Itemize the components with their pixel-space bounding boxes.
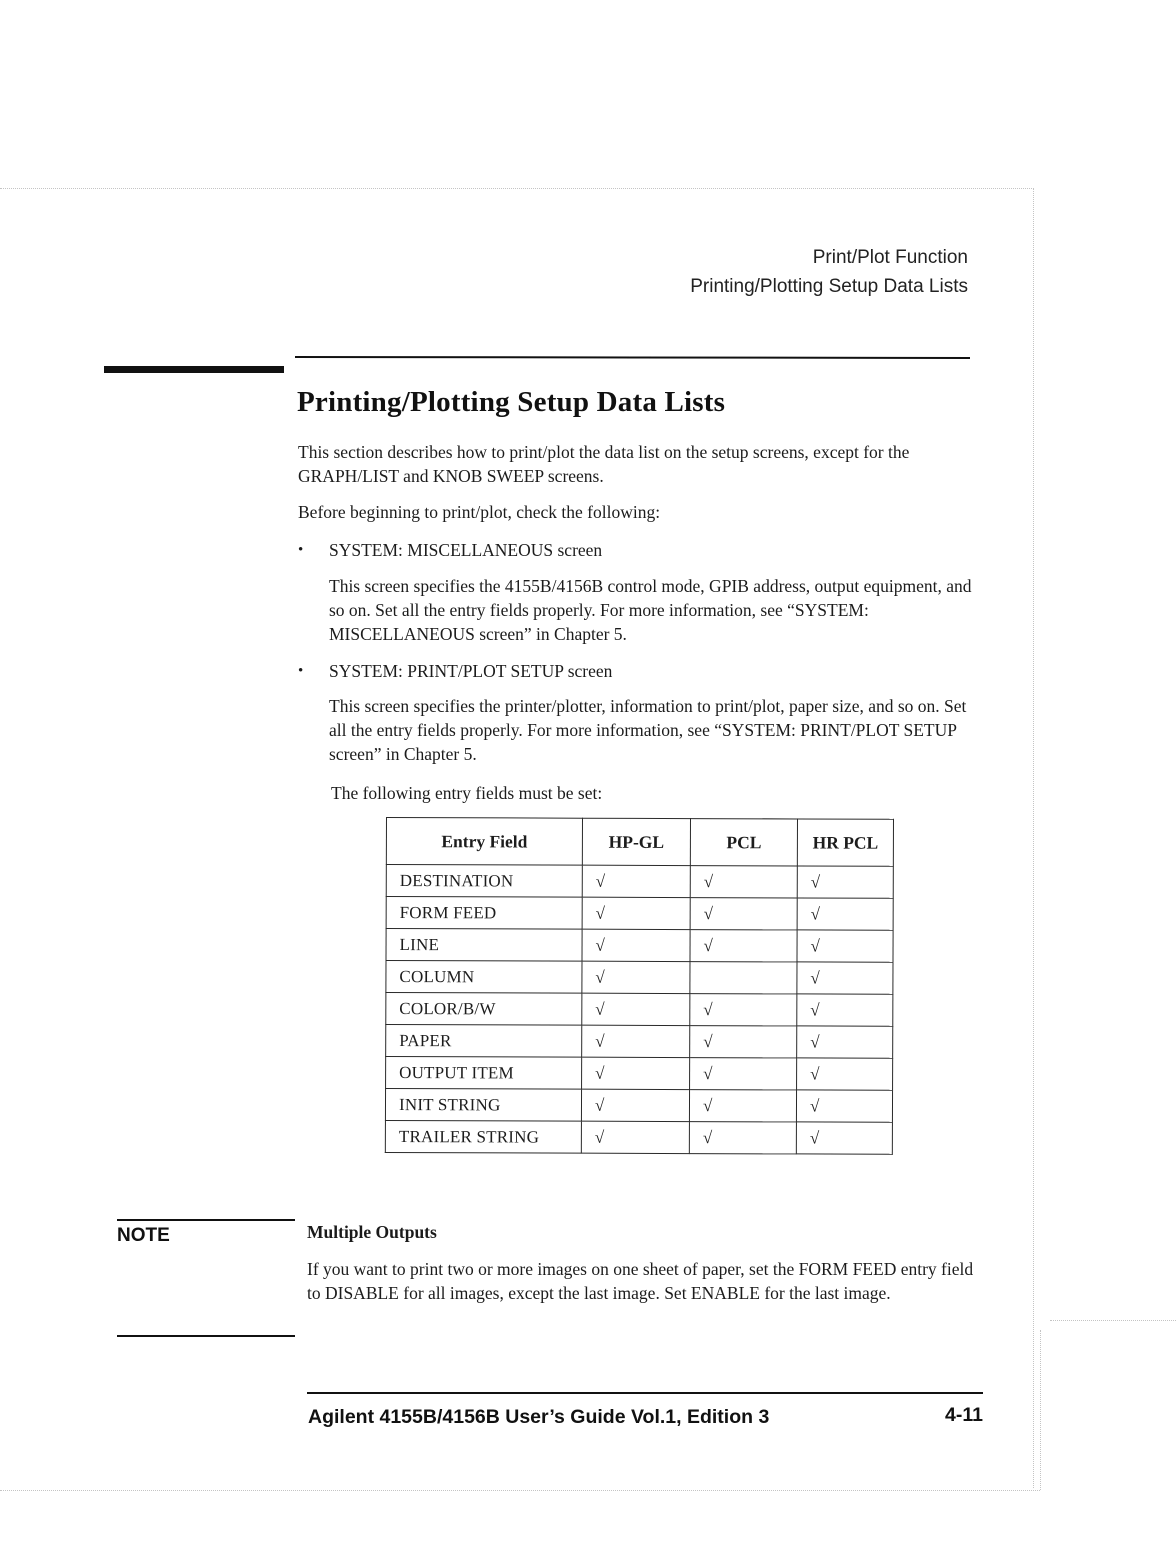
check-mark: √ bbox=[690, 994, 797, 1026]
check-mark: √ bbox=[582, 1057, 690, 1089]
intro-paragraph: This section describes how to print/plot the data list on the setup screens, except for the GRAPH/LIST and KNOB SWEEP screens. bbox=[298, 442, 910, 486]
note-body: If you want to print two or more images on one sheet of paper, set the FORM FEED entry field to DISABLE for all images, except the last image. Set ENABLE for the last image. bbox=[307, 1259, 974, 1303]
check-mark: √ bbox=[582, 993, 690, 1025]
table-row bbox=[385, 1089, 892, 1123]
table-row bbox=[386, 1057, 893, 1091]
section-marker-bar bbox=[104, 366, 284, 373]
table-row bbox=[386, 961, 893, 995]
note-label: NOTE bbox=[117, 1225, 170, 1246]
check-mark: √ bbox=[796, 1090, 892, 1122]
footer-rule bbox=[307, 1392, 983, 1394]
table-row bbox=[386, 865, 893, 899]
check-mark: √ bbox=[581, 1089, 689, 1121]
column-header-hr-pcl: HR PCL bbox=[797, 819, 893, 866]
scan-edge-right bbox=[1033, 188, 1034, 1488]
check-mark: √ bbox=[689, 1122, 796, 1154]
check-mark: √ bbox=[797, 898, 893, 930]
entry-field-name: OUTPUT ITEM bbox=[386, 1057, 582, 1090]
note-top-rule bbox=[117, 1219, 295, 1221]
entry-field-name: FORM FEED bbox=[386, 897, 582, 930]
page-title: Printing/Plotting Setup Data Lists bbox=[297, 386, 726, 418]
scan-edge-bottom bbox=[0, 1490, 1040, 1491]
table-row bbox=[386, 993, 893, 1027]
page-number: 4-11 bbox=[945, 1404, 983, 1426]
check-mark: √ bbox=[582, 929, 690, 961]
entry-field-name: PAPER bbox=[386, 1025, 582, 1058]
entry-field-table bbox=[385, 817, 894, 1155]
note-title: Multiple Outputs bbox=[307, 1222, 437, 1242]
column-header-entry-field: Entry Field bbox=[386, 818, 582, 866]
note-bottom-rule bbox=[117, 1335, 295, 1337]
check-mark: √ bbox=[797, 1058, 893, 1090]
check-mark: √ bbox=[797, 994, 893, 1026]
table-header-row bbox=[386, 818, 893, 867]
bullet-body-miscellaneous: This screen specifies the 4155B/4156B control mode, GPIB address, output equipment, and so on. Set all the entry fields properly. For more information, see “SYSTEM: MISCELLANEOUS screen” in Chapter 5. bbox=[329, 576, 972, 644]
running-head-chapter: Print/Plot Function bbox=[812, 247, 968, 268]
table-row bbox=[386, 929, 893, 963]
column-header-pcl: PCL bbox=[690, 819, 797, 866]
check-mark: √ bbox=[797, 1026, 893, 1058]
table-row bbox=[386, 897, 893, 931]
bullet-title-miscellaneous: SYSTEM: MISCELLANEOUS screen bbox=[329, 540, 603, 560]
check-mark: √ bbox=[689, 1090, 796, 1122]
entry-field-name: TRAILER STRING bbox=[385, 1120, 581, 1153]
bullet-marker: • bbox=[298, 542, 304, 558]
check-mark: √ bbox=[690, 866, 797, 898]
check-mark: √ bbox=[581, 1121, 689, 1153]
scan-edge-right-lower bbox=[1040, 1330, 1041, 1490]
check-mark: √ bbox=[797, 866, 893, 898]
table-row bbox=[385, 1120, 892, 1154]
check-mark: √ bbox=[582, 1025, 690, 1057]
bullet-body-print-plot-setup: This screen specifies the printer/plotter, information to print/plot, paper size, and so on. Set all the entry fields properly. For more information, see “SYSTEM: PRINT/PLOT SETUP screen” in Chapter 5. bbox=[329, 696, 967, 764]
check-mark: √ bbox=[797, 962, 893, 994]
check-mark: √ bbox=[690, 898, 797, 930]
table-row bbox=[386, 1025, 893, 1059]
scan-edge-top bbox=[0, 188, 1034, 189]
bullet-marker: • bbox=[298, 663, 304, 679]
check-mark: √ bbox=[690, 1026, 797, 1058]
entry-field-name: COLOR/B/W bbox=[386, 993, 582, 1026]
entry-field-name: COLUMN bbox=[386, 961, 582, 994]
check-mark: √ bbox=[796, 1122, 892, 1154]
check-mark: √ bbox=[582, 865, 690, 897]
bullet-title-print-plot-setup: SYSTEM: PRINT/PLOT SETUP screen bbox=[329, 661, 613, 681]
column-header-hp-gl: HP-GL bbox=[582, 818, 690, 865]
check-mark: √ bbox=[797, 930, 893, 962]
check-mark: √ bbox=[582, 897, 690, 929]
entry-field-name: LINE bbox=[386, 929, 582, 962]
scan-edge-right-mark bbox=[1050, 1320, 1176, 1321]
check-mark: √ bbox=[690, 1058, 797, 1090]
check-mark: √ bbox=[690, 930, 797, 962]
check-mark bbox=[690, 962, 797, 994]
check-mark: √ bbox=[582, 961, 690, 993]
intro-check-line: Before beginning to print/plot, check the following: bbox=[298, 502, 661, 522]
title-rule bbox=[295, 356, 970, 359]
entry-field-name: DESTINATION bbox=[386, 865, 582, 898]
table-intro: The following entry fields must be set: bbox=[331, 783, 603, 803]
footer-guide-title: Agilent 4155B/4156B User’s Guide Vol.1, Edition 3 bbox=[308, 1406, 770, 1428]
running-head-section: Printing/Plotting Setup Data Lists bbox=[690, 276, 968, 297]
entry-field-name: INIT STRING bbox=[385, 1089, 581, 1122]
